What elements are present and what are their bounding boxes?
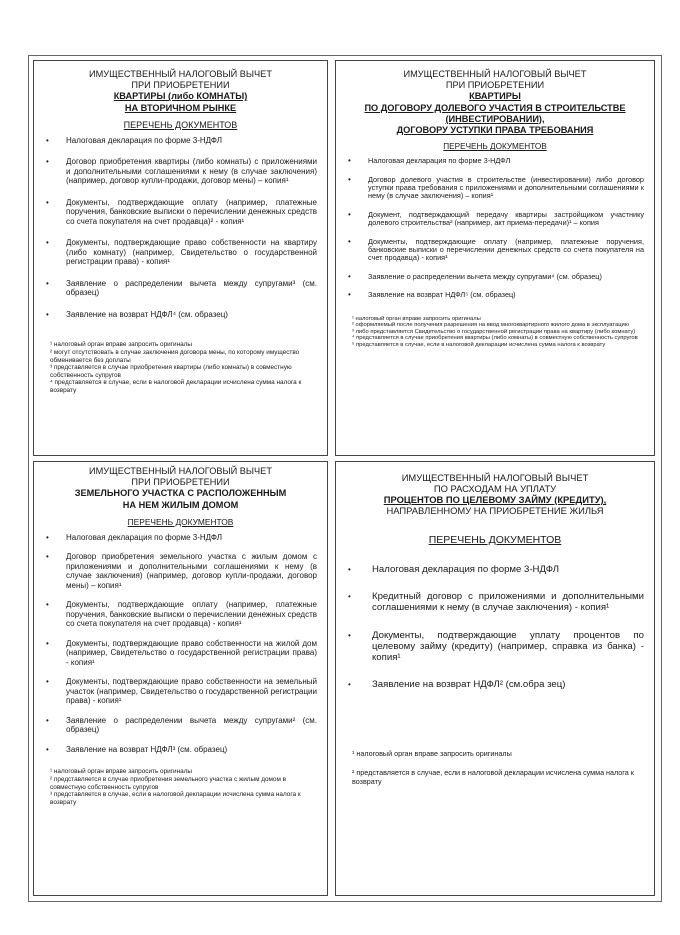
card-title xyxy=(336,69,654,136)
title-line: ИМУЩЕСТВЕННЫЙ НАЛОГОВЫЙ ВЫЧЕТ xyxy=(401,472,589,483)
section-heading: ПЕРЕЧЕНЬ ДОКУМЕНТОВ xyxy=(443,142,547,152)
footnote: ¹ налоговый орган вправе запросить оригиналы xyxy=(352,315,481,322)
bullet-icon: • xyxy=(348,565,351,574)
section-heading: ПЕРЕЧЕНЬ ДОКУМЕНТОВ xyxy=(428,534,562,546)
bullet-icon: • xyxy=(46,157,49,167)
footnote: ² представляется в случае приобретения земельного участка с жилым домом в совместную собственность супругов xyxy=(50,775,287,791)
title-subject: КВАРТИРЫ (либо КОМНАТЫ) xyxy=(113,91,248,102)
bullet-icon: • xyxy=(46,135,49,145)
bullet-icon: • xyxy=(46,532,49,542)
bullet-icon: • xyxy=(348,680,351,690)
footnote: ¹ налоговый орган вправе запросить оригиналы xyxy=(50,768,193,776)
list-item: • Заявление на возврат НДФЛ⁵ (см. образец) xyxy=(348,290,516,300)
list-item: • Документы, подтверждающие уплату процентов по целевому займу (кредиту) (например, справка из банка) - копия¹ xyxy=(348,629,644,664)
card-apartment-secondary xyxy=(33,60,328,456)
title-subject: ДОГОВОРУ УСТУПКИ ПРАВА ТРЕБОВАНИЯ xyxy=(396,125,594,136)
footnote: ⁴ представляется в случае, если в налоговой декларации исчислена сумма налога к возврату xyxy=(50,379,302,394)
bullet-icon: • xyxy=(46,552,49,562)
card-title xyxy=(34,69,327,114)
list-item: • Документы, подтверждающие право собственности на квартиру (либо комнату) (например, Свидетельство о государственной регистрации права) - копия¹ xyxy=(46,238,317,267)
list-item: • Налоговая декларация по форме 3-НДФЛ xyxy=(46,532,222,542)
bullet-icon: • xyxy=(348,236,351,246)
list-item: • Заявление о распределении вычета между супругами² (см. образец) xyxy=(46,715,317,735)
document-list xyxy=(336,157,654,299)
footnote: ² представляется в случае, если в налоговой декларации исчислена сумма налога к возврату xyxy=(352,768,634,786)
bullet-icon: • xyxy=(348,156,351,166)
bullet-icon: • xyxy=(46,600,49,610)
list-item: • Заявление на возврат НДФЛ² (см.обра зец) xyxy=(348,679,566,691)
bullet-icon: • xyxy=(46,238,49,248)
card-land-with-house xyxy=(33,461,328,896)
bullet-icon: • xyxy=(348,290,351,300)
title-subject: КВАРТИРЫ xyxy=(469,91,521,102)
card-title xyxy=(34,466,327,511)
list-item: • Налоговая декларация по форме 3-НДФЛ xyxy=(348,156,511,166)
list-item: • Кредитный договор с приложениями и дополнительными соглашениями к нему (в случае заключения) - копия¹ xyxy=(348,591,644,614)
bullet-icon: • xyxy=(46,744,49,754)
list-item: • Договор приобретения квартиры (либо комнаты) с приложениями и дополнительными соглашениями к нему (в случае заключения) (например, договор купли-продажи, договор мены) – копия¹ xyxy=(46,157,317,186)
footnote: ³ представляется в случае приобретения квартиры (либо комнаты) в совместную собственность супругов xyxy=(50,364,292,379)
title-line: ПРИ ПРИОБРЕТЕНИИ xyxy=(131,477,230,488)
bullet-icon: • xyxy=(348,209,351,219)
list-item: • Заявление на возврат НДФЛ⁴ (см. образец) xyxy=(46,309,228,319)
footnote: ⁵ представляется в случае, если в налоговой декларации исчислена сумма налога к возврату xyxy=(352,342,606,349)
list-item: • Заявление о распределении вычета между супругами⁴ (см. образец) xyxy=(348,271,602,281)
list-item: • Заявление о распределении вычета между супругами³ (см. образец) xyxy=(46,278,317,298)
title-line: ПРИ ПРИОБРЕТЕНИИ xyxy=(445,80,545,91)
card-apartment-shared-construction xyxy=(335,60,655,456)
footnote: ³ представляется в случае, если в налоговой декларации исчислена сумма налога к возврату xyxy=(50,791,301,806)
bullet-icon: • xyxy=(46,197,49,207)
list-item: • Налоговая декларация по форме 3-НДФЛ xyxy=(348,564,560,575)
bullet-icon: • xyxy=(348,174,351,184)
footnote: ¹ налоговый орган вправе запросить оригиналы xyxy=(352,749,512,759)
title-line: ИМУЩЕСТВЕННЫЙ НАЛОГОВЫЙ ВЫЧЕТ xyxy=(403,69,587,79)
list-item: • Документы, подтверждающие оплату (например, платежные поручения, банковские выписки о перечислении денежных средств со счета покупателя на счет продавца) - копия¹ xyxy=(348,236,644,263)
footnotes xyxy=(34,768,327,806)
list-item: • Договор приобретения земельного участка с жилым домом с приложениями и дополнительными соглашениями к нему (в случае заключения) (например, договор купли-продажи, договор мены) – копия¹ xyxy=(46,552,317,590)
bullet-icon: • xyxy=(348,592,351,602)
bullet-icon: • xyxy=(46,309,49,319)
list-item: • Документы, подтверждающие оплату (например, платежные поручения, банковские выписки о перечислении денежных средств со счета покупателя на счет продавца)² - копия¹ xyxy=(46,197,317,226)
document-list xyxy=(336,564,654,690)
list-item: • Документ, подтверждающий передачу квартиры застройщиком участнику долевого строительства² (например, акт приема-передачи)¹ – копия xyxy=(348,209,644,228)
footnote: ³ либо представляется Свидетельство о государственной регистрации права на квартиру (либо комнату) xyxy=(352,328,636,335)
footnotes xyxy=(336,750,654,786)
title-line: НАПРАВЛЕННОМУ НА ПРИОБРЕТЕНИЕ ЖИЛЬЯ xyxy=(386,505,604,516)
bullet-icon: • xyxy=(46,278,49,288)
list-item: • Договор долевого участия в строительстве (инвестировании) либо договор уступки права требования с приложениями и дополнительными соглашениями к нему (в случае заключения) – копия¹ xyxy=(348,174,644,201)
footnotes xyxy=(336,316,654,349)
footnote: ⁴ представляется в случае приобретения квартиры (либо комнаты) в совместную собственность супругов xyxy=(352,335,638,342)
title-subject: НА НЕМ ЖИЛЫМ ДОМОМ xyxy=(122,499,239,510)
bullet-icon: • xyxy=(46,715,49,725)
title-line: ИМУЩЕСТВЕННЫЙ НАЛОГОВЫЙ ВЫЧЕТ xyxy=(89,466,272,476)
list-item: • Заявление на возврат НДФЛ³ (см. образец) xyxy=(46,744,228,754)
section-heading: ПЕРЕЧЕНЬ ДОКУМЕНТОВ xyxy=(127,516,234,527)
footnote: ² оформляемый после получения разрешения на ввод многоквартирного жилого дома в эксплуатацию xyxy=(352,322,630,329)
footnote: ² могут отсутствовать в случае заключения договора мены, по которому имущество обменивается без доплаты xyxy=(50,348,300,364)
bullet-icon: • xyxy=(348,630,351,640)
document-list xyxy=(34,136,327,320)
title-subject: ЗЕМЕЛЬНОГО УЧАСТКА С РАСПОЛОЖЕННЫМ xyxy=(74,488,287,499)
bullet-icon: • xyxy=(46,638,49,648)
list-item: • Налоговая декларация по форме 3-НДФЛ xyxy=(46,135,222,145)
title-line: ИМУЩЕСТВЕННЫЙ НАЛОГОВЫЙ ВЫЧЕТ xyxy=(89,69,272,79)
title-subject: НА ВТОРИЧНОМ РЫНКЕ xyxy=(124,102,237,113)
title-subject: ПРОЦЕНТОВ ПО ЦЕЛЕВОМУ ЗАЙМУ (КРЕДИТУ), xyxy=(383,494,607,505)
title-line: ПРИ ПРИОБРЕТЕНИИ xyxy=(131,80,230,91)
bullet-icon: • xyxy=(46,677,49,687)
bullet-icon: • xyxy=(348,271,351,281)
title-line: ПО РАСХОДАМ НА УПЛАТУ xyxy=(433,483,557,494)
list-item: • Документы, подтверждающие право собственности на жилой дом (например, Свидетельство о государственной регистрации права) - копия¹ xyxy=(46,638,317,667)
section-heading: ПЕРЕЧЕНЬ ДОКУМЕНТОВ xyxy=(123,119,238,130)
list-item: • Документы, подтверждающие оплату (например, платежные поручения, банковские выписки о перечислении денежных средств со счета покупателя на счет продавца) - копия¹ xyxy=(46,600,317,629)
document-list xyxy=(34,533,327,755)
footnote: ¹ налоговый орган вправе запросить оригиналы xyxy=(50,341,193,349)
list-item: • Документы, подтверждающие право собственности на земельный участок (например, Свидетельство о государственной регистрации права) - копия¹ xyxy=(46,677,317,706)
title-subject: ПО ДОГОВОРУ ДОЛЕВОГО УЧАСТИЯ В СТРОИТЕЛЬСТВЕ (ИНВЕСТИРОВАНИИ), xyxy=(364,102,626,124)
card-title xyxy=(336,472,654,516)
footnotes xyxy=(34,341,327,394)
card-mortgage-interest xyxy=(335,461,655,896)
